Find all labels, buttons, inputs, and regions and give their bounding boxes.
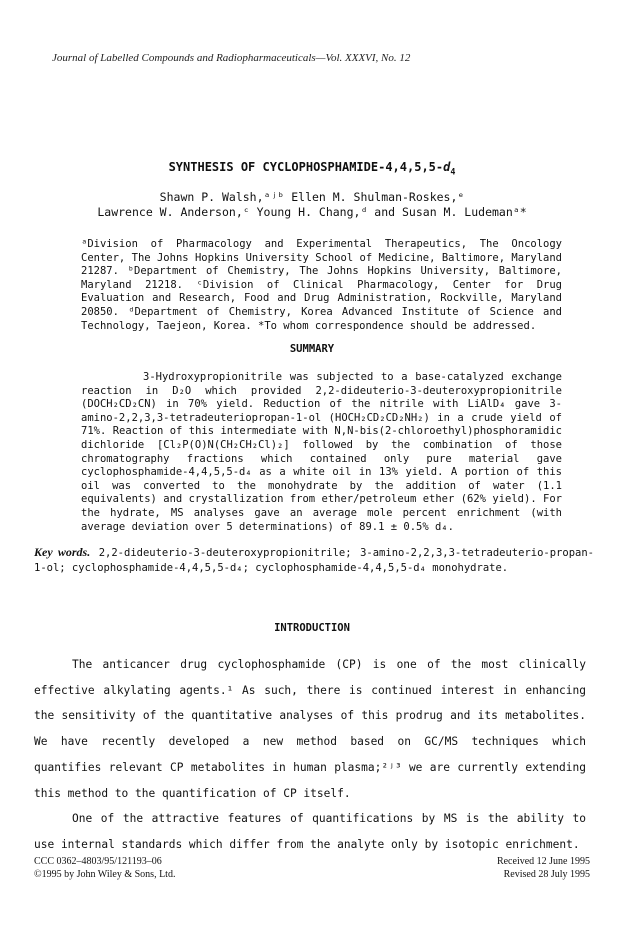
summary-heading: SUMMARY	[289, 343, 335, 355]
intro-paragraph-1-text: The anticancer drug cyclophosphamide (CP) is one of the most clinically effective alkylating agents.¹ As such, there is continued interest in enhancing the sensitivity of the quantitative analyses of this prodrug and its metabolites. We have recently developed a new method based on GC/MS techniques which quantifies relevant CP metabolites in human plasma;²ʲ³ we are currently extending this method to the quantification of CP itself.	[34, 658, 586, 800]
summary-text	[81, 371, 562, 534]
footer-left	[34, 855, 175, 881]
title-d: d	[443, 160, 451, 174]
keywords	[34, 545, 594, 575]
received-date: Received 12 June 1995	[496, 856, 590, 867]
footer-right	[497, 855, 590, 881]
introduction-body	[34, 652, 586, 858]
authors-line-2: Lawrence W. Anderson,ᶜ Young H. Chang,ᵈ and Susan M. Ludemanᵃ*	[97, 205, 527, 219]
title-text: SYNTHESIS OF CYCLOPHOSPHAMIDE-4,4,5,5-	[168, 160, 444, 174]
revised-date: Revised 28 July 1995	[503, 869, 590, 880]
keywords-label: Key words.	[34, 545, 91, 559]
summary-body: 3-Hydroxypropionitrile was subjected to a base-catalyzed exchange reaction in D₂O which provided 2,2-dideuterio-3-deuteroxypropionitrile (DOCH₂CD₂CN) in 70% yield. Reduction of the nitrile with LiAlD₄ gave 3-amino-2,2,3,3-tetradeuteriopropan-1-ol (HOCH₂CD₂CD₂NH₂) in a crude yield of 71%. Reaction of this intermediate with N,N-bis(2-chloroethyl)phosphoramidic dichloride [Cl₂P(O)N(CH₂CH₂Cl)₂] followed by the combination of those chromatography fractions which contained only pure material gave cyclophosphamide-4,4,5,5-d₄ as a white oil in 13% yield. A portion of this oil was converted to the monohydrate by the addition of water (1.1 equivalents) and crystallization from ether/petroleum ether (62% yield). For the hydrate, MS analyses gave an average mole percent enrichment (with average deviation over 5 determinations) of 89.1 ± 0.5% d₄.	[81, 371, 562, 533]
intro-paragraph-1	[34, 652, 586, 806]
article-title	[0, 160, 624, 177]
title-subscript: 4	[450, 166, 456, 177]
affiliations: ᵃDivision of Pharmacology and Experimental Therapeutics, The Oncology Center, The Johns Hopkins University School of Medicine, Baltimore, Maryland 21287. ᵇDepartment of Chemistry, The Johns Hopkins University, Baltimore, Maryland 21218. ᶜDivision of Clinical Pharmacology, Center for Drug Evaluation and Research, Food and Drug Administration, Rockville, Maryland 20850. ᵈDepartment of Chemistry, Korea Advanced Institute of Science and Technology, Taejeon, Korea. *To whom correspondence should be addressed.	[81, 238, 562, 332]
introduction-heading: INTRODUCTION	[274, 622, 350, 634]
intro-paragraph-2-text: One of the attractive features of quantifications by MS is the ability to use internal standards which differ from the analyte only by isotopic enrichment.	[34, 812, 586, 851]
intro-paragraph-2	[34, 806, 586, 857]
ccc-code: CCC 0362–4803/95/121193–06	[34, 856, 162, 867]
authors-line-1: Shawn P. Walsh,ᵃʲᵇ Ellen M. Shulman-Roskes,ᵉ	[159, 190, 465, 204]
author-list	[0, 190, 624, 220]
journal-header: Journal of Labelled Compounds and Radiopharmaceuticals—Vol. XXXVI, No. 12	[52, 52, 411, 64]
copyright: ©1995 by John Wiley & Sons, Ltd.	[34, 869, 176, 880]
keywords-text: 2,2-dideuterio-3-deuteroxypropionitrile; 3-amino-2,2,3,3-tetradeuterio-propan-1-ol; cyclophosphamide-4,4,5,5-d₄; cyclophosphamide-4,4,5,5-d₄ monohydrate.	[34, 547, 594, 574]
